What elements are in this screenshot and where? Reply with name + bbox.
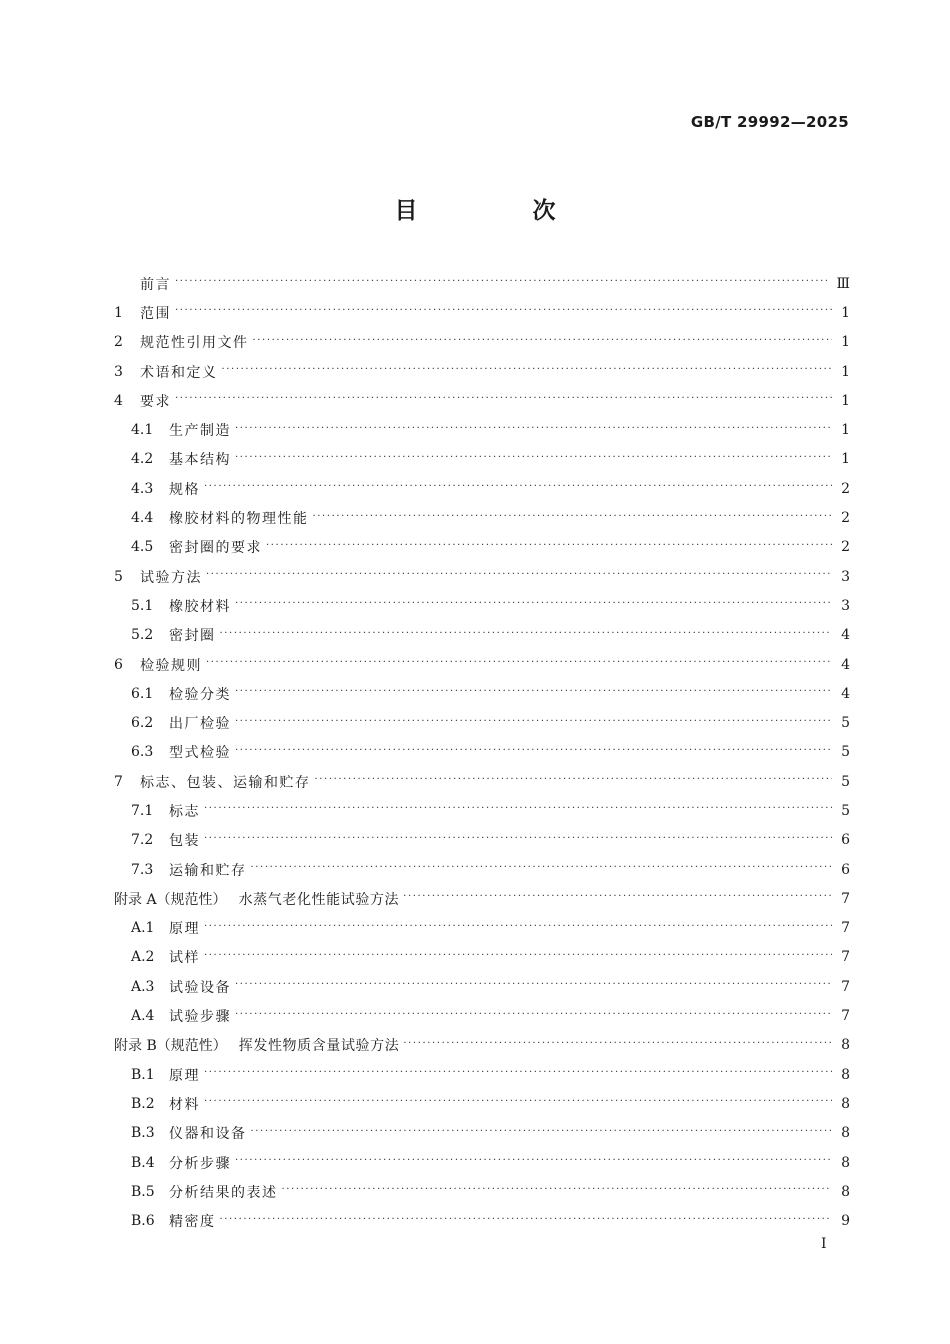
toc-entry-number: 附录 B（规范性） <box>114 1038 227 1055</box>
toc-entry[interactable] <box>114 884 850 913</box>
page-number: Ⅰ <box>821 1236 827 1252</box>
dot-leader <box>204 1067 832 1078</box>
toc-entry-label: 水蒸气老化性能试验方法 <box>238 891 400 908</box>
toc-entry-label: 型式检验 <box>169 745 231 762</box>
dot-leader <box>222 364 833 375</box>
toc-entry-number: A.4 <box>131 1008 155 1025</box>
toc-entry-label: 出厂检验 <box>169 716 231 733</box>
toc-entry[interactable] <box>114 533 850 562</box>
toc-entry-label: 生产制造 <box>169 423 231 440</box>
toc-entry-page: 5 <box>841 744 850 761</box>
dot-leader <box>235 423 832 434</box>
toc-entry-label: 运输和贮存 <box>169 862 247 879</box>
toc-entry-page: 9 <box>841 1213 850 1230</box>
toc-entry[interactable] <box>114 357 850 386</box>
toc-entry-label: 试样 <box>169 950 200 967</box>
toc-entry[interactable] <box>114 738 850 767</box>
toc-entry-number: A.1 <box>131 920 155 937</box>
toc-entry-page: 7 <box>841 949 850 966</box>
dot-leader <box>235 1155 832 1166</box>
toc-entry[interactable] <box>114 298 850 327</box>
toc-entry-number: A.3 <box>131 978 155 995</box>
dot-leader <box>235 716 832 727</box>
dot-leader <box>313 511 833 522</box>
toc-entry-label: 要求 <box>140 393 171 410</box>
toc-entry-page: 4 <box>841 685 850 702</box>
toc-entry-page: 7 <box>841 890 850 907</box>
toc-entry-page: 4 <box>841 656 850 673</box>
dot-leader <box>206 569 832 580</box>
toc-entry[interactable] <box>114 1148 850 1177</box>
toc-entry[interactable] <box>114 269 850 298</box>
toc-entry-page: 1 <box>841 304 850 321</box>
toc-entry-label: 仪器和设备 <box>169 1126 247 1143</box>
toc-entry-page: 6 <box>841 832 850 849</box>
toc-entry-page: 1 <box>841 422 850 439</box>
toc-entry-label: 原理 <box>169 921 200 938</box>
toc-entry-page: 8 <box>841 1154 850 1171</box>
toc-entry[interactable] <box>114 1119 850 1148</box>
toc-entry[interactable] <box>114 1177 850 1206</box>
toc-entry-label: 标志 <box>169 803 200 820</box>
toc-entry-number: 5.1 <box>131 597 154 614</box>
toc-entry-page: 4 <box>841 627 850 644</box>
toc-entry-label: 规格 <box>169 481 200 498</box>
toc-entry[interactable] <box>114 767 850 796</box>
toc-entry-number: 1 <box>114 304 123 321</box>
toc-entry-number: 附录 A（规范性） <box>114 891 227 908</box>
toc-entry-label: 试验方法 <box>140 569 202 586</box>
toc-entry[interactable] <box>114 826 850 855</box>
toc-entry-page: 7 <box>841 920 850 937</box>
toc-entry-page: 2 <box>841 480 850 497</box>
dot-leader <box>403 891 832 902</box>
toc-entry[interactable] <box>114 796 850 825</box>
dot-leader <box>204 921 832 932</box>
toc-entry-page: 3 <box>841 597 850 614</box>
toc-entry-label: 精密度 <box>169 1214 216 1231</box>
toc-entry-page: 1 <box>841 451 850 468</box>
toc-entry[interactable] <box>114 503 850 532</box>
dot-leader <box>235 686 832 697</box>
toc-entry[interactable] <box>114 328 850 357</box>
toc-entry-label: 试验设备 <box>169 979 231 996</box>
dot-leader <box>315 774 833 785</box>
toc-entry[interactable] <box>114 855 850 884</box>
toc-entry-number: 4.5 <box>131 539 154 556</box>
toc-entry-label: 材料 <box>169 1096 200 1113</box>
toc-entry[interactable] <box>114 943 850 972</box>
toc-entry[interactable] <box>114 1089 850 1118</box>
toc-entry-number: 6.1 <box>131 685 154 702</box>
toc-entry-number: 6.2 <box>131 715 154 732</box>
toc-entry-label: 检验分类 <box>169 686 231 703</box>
toc-entry-label: 范围 <box>140 305 171 322</box>
toc-entry[interactable] <box>114 914 850 943</box>
dot-leader <box>204 833 832 844</box>
dot-leader <box>253 335 833 346</box>
toc-entry-page: 5 <box>841 802 850 819</box>
toc-entry-page: 6 <box>841 861 850 878</box>
dot-leader <box>235 745 832 756</box>
toc-entry-label: 检验规则 <box>140 657 202 674</box>
page-title: 目 次 <box>394 198 602 224</box>
dot-leader <box>204 481 832 492</box>
toc-entry[interactable] <box>114 972 850 1001</box>
toc-entry-page: 8 <box>841 1066 850 1083</box>
toc-entry-number: B.2 <box>131 1095 155 1112</box>
toc-entry-label: 原理 <box>169 1067 200 1084</box>
dot-leader <box>266 540 832 551</box>
toc-entry-label: 标志、包装、运输和贮存 <box>140 774 311 791</box>
toc-entry-number: B.4 <box>131 1154 155 1171</box>
toc-entry-number: B.6 <box>131 1213 155 1230</box>
dot-leader <box>220 1214 833 1225</box>
toc-entry-number: B.5 <box>131 1183 155 1200</box>
toc-entry-label: 挥发性物质含量试验方法 <box>238 1038 400 1055</box>
toc-entry-label: 分析步骤 <box>169 1155 231 1172</box>
toc-entry-number: 4.3 <box>131 480 154 497</box>
toc-entry-number: 6 <box>114 656 123 673</box>
toc-entry-number: B.3 <box>131 1125 155 1142</box>
toc-entry[interactable] <box>114 386 850 415</box>
toc-entry-number: 4.2 <box>131 451 154 468</box>
toc-entry-number: A.2 <box>131 949 155 966</box>
toc-entry-number: B.1 <box>131 1066 155 1083</box>
toc-entry-number: 7.3 <box>131 861 154 878</box>
toc-entry-label: 包装 <box>169 833 200 850</box>
toc-entry-number: 2 <box>114 334 123 351</box>
dot-leader <box>204 1096 832 1107</box>
toc-entry-number: 6.3 <box>131 744 154 761</box>
toc-entry[interactable] <box>114 621 850 650</box>
toc-entry-page: 5 <box>841 773 850 790</box>
toc-entry-number: 7.2 <box>131 832 154 849</box>
toc-entry-number: 7 <box>114 773 123 790</box>
toc-entry-page: 2 <box>841 510 850 527</box>
toc-entry[interactable] <box>114 1001 850 1030</box>
dot-leader <box>235 452 832 463</box>
standard-code: GB/T 29992—2025 <box>690 113 849 131</box>
dot-leader <box>175 276 830 287</box>
toc-entry-label: 橡胶材料 <box>169 598 231 615</box>
toc-entry[interactable] <box>114 562 850 591</box>
toc-entry-page: 8 <box>841 1095 850 1112</box>
toc-entry[interactable] <box>114 474 850 503</box>
toc-entry[interactable] <box>114 445 850 474</box>
dot-leader <box>235 979 832 990</box>
toc-entry[interactable] <box>114 1031 850 1060</box>
toc-entry-number: 5 <box>114 568 123 585</box>
toc-entry-page: 2 <box>841 539 850 556</box>
toc-entry[interactable] <box>114 1060 850 1089</box>
dot-leader <box>251 862 833 873</box>
toc-entry-page: 8 <box>841 1125 850 1142</box>
toc-entry-label: 密封圈的要求 <box>169 540 262 557</box>
toc-entry-page: 8 <box>841 1037 850 1054</box>
toc-entry[interactable] <box>114 679 850 708</box>
toc-entry-page: Ⅲ <box>836 275 850 292</box>
dot-leader <box>251 1126 833 1137</box>
toc-entry[interactable] <box>114 415 850 444</box>
toc-entry-page: 1 <box>841 334 850 351</box>
toc-entry-page: 7 <box>841 978 850 995</box>
dot-leader <box>220 628 833 639</box>
toc-entry-page: 1 <box>841 363 850 380</box>
dot-leader <box>206 657 832 668</box>
dot-leader <box>204 803 832 814</box>
toc-entry-page: 5 <box>841 715 850 732</box>
dot-leader <box>403 1038 832 1049</box>
dot-leader <box>204 950 832 961</box>
toc-entry-page: 8 <box>841 1183 850 1200</box>
toc-entry-number: 4 <box>114 392 123 409</box>
toc-entry-label: 试验步骤 <box>169 1009 231 1026</box>
toc-entry-page: 1 <box>841 392 850 409</box>
toc-entry-number: 3 <box>114 363 123 380</box>
toc-entry-label: 橡胶材料的物理性能 <box>169 511 309 528</box>
dot-leader <box>175 393 832 404</box>
dot-leader <box>175 305 832 316</box>
toc-entry[interactable] <box>114 1207 850 1236</box>
toc-entry[interactable] <box>114 650 850 679</box>
toc-entry-label: 基本结构 <box>169 452 231 469</box>
toc-entry-label: 分析结果的表述 <box>169 1184 278 1201</box>
toc-entry-number: 7.1 <box>131 802 154 819</box>
table-of-contents <box>114 269 850 1236</box>
toc-entry-number: 5.2 <box>131 627 154 644</box>
toc-entry-page: 3 <box>841 568 850 585</box>
toc-entry-number: 4.1 <box>131 422 154 439</box>
toc-entry-label: 术语和定义 <box>140 364 218 381</box>
toc-entry-label: 规范性引用文件 <box>140 335 249 352</box>
toc-entry-label: 前言 <box>140 276 171 293</box>
toc-entry[interactable] <box>114 708 850 737</box>
toc-entry[interactable] <box>114 591 850 620</box>
dot-leader <box>235 598 832 609</box>
toc-entry-number: 4.4 <box>131 510 154 527</box>
dot-leader <box>235 1009 832 1020</box>
toc-entry-page: 7 <box>841 1008 850 1025</box>
dot-leader <box>282 1184 833 1195</box>
toc-entry-label: 密封圈 <box>169 628 216 645</box>
